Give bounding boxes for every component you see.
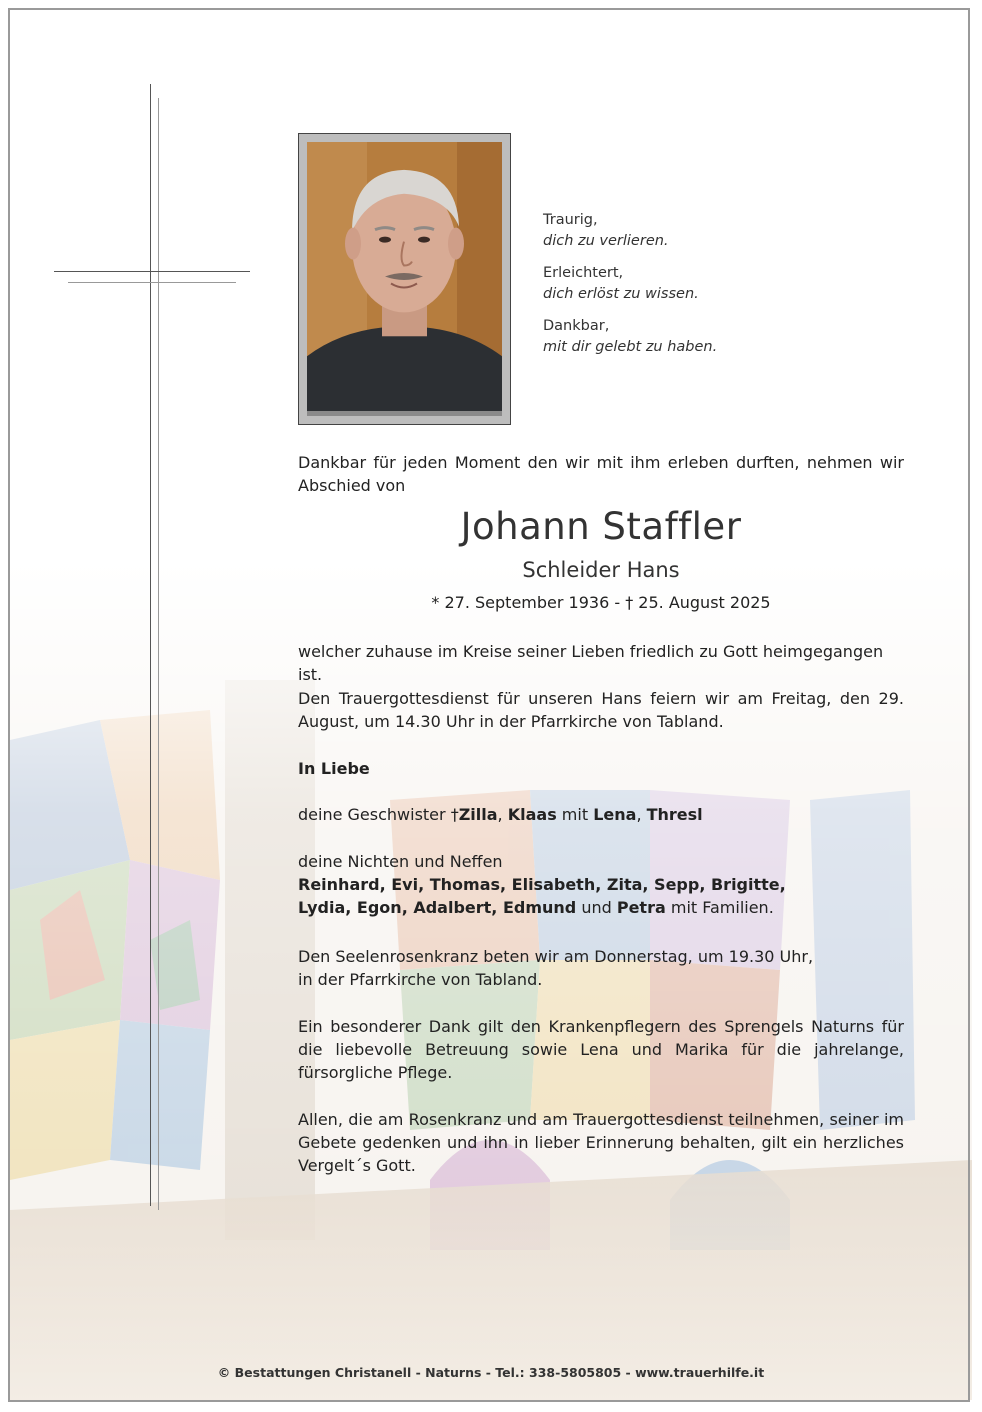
- cross-beam: [54, 271, 250, 272]
- deceased-mark: †: [450, 805, 459, 824]
- siblings-line: [298, 803, 904, 826]
- intro-text: Dankbar für jeden Moment den wir mit ihm erleben durften, nehmen wir Abschied von: [298, 453, 904, 495]
- poem-line: dich erlöst zu wissen.: [543, 286, 699, 302]
- poem: [543, 210, 883, 369]
- poem-line: dich zu verlieren.: [543, 233, 669, 249]
- passing-text: welcher zuhause im Kreise seiner Lieben friedlich zu Gott heimgegangen ist.: [298, 642, 884, 684]
- sibling-name: Thresl: [646, 805, 703, 824]
- poem-line: mit dir gelebt zu haben.: [543, 339, 718, 355]
- poem-stanza: [543, 210, 883, 252]
- poem-line: Dankbar,: [543, 318, 610, 334]
- connector: und: [576, 898, 617, 917]
- rosary-line: in der Pfarrkirche von Tabland.: [298, 970, 543, 989]
- in-love-heading: [298, 757, 904, 780]
- nieces-nephews-line2: [298, 896, 904, 919]
- separator: ,: [636, 805, 647, 824]
- separator: ,: [497, 805, 508, 824]
- poem-stanza: [543, 316, 883, 358]
- sibling-name: Klaas: [507, 805, 557, 824]
- deceased-name: Johann Staffler: [460, 505, 742, 548]
- sibling-name: Zilla: [458, 805, 498, 824]
- rosary-line: Den Seelenrosenkranz beten wir am Donnerstag, um 19.30 Uhr,: [298, 947, 814, 966]
- deceased-nickname: Schleider Hans: [522, 558, 680, 582]
- cross-icon: [150, 84, 151, 1206]
- closing-text: Allen, die am Rosenkranz und am Trauergottesdienst teilnehmen, seiner im Gebete gedenken und ihn in lieber Erinnerung behalten, gilt ein herzliches Vergelt´s Gott.: [298, 1110, 904, 1175]
- rosary-block: [298, 945, 904, 991]
- portrait-frame: [298, 133, 511, 425]
- nieces-nephews-block: [298, 850, 904, 919]
- poem-line: Traurig,: [543, 212, 598, 228]
- nieces-nephews-names: Lydia, Egon, Adalbert, Edmund: [298, 898, 577, 917]
- in-love-label: In Liebe: [298, 759, 370, 778]
- funeral-text: Den Trauergottesdienst für unseren Hans feiern wir am Freitag, den 29. August, um 14.30 Uhr in der Pfarrkirche von Tabland.: [298, 689, 904, 731]
- thanks-text: Ein besonderer Dank gilt den Krankenpflegern des Sprengels Naturns für die liebevolle Betreuung sowie Lena und Marika für die jahrelange, fürsorgliche Pflege.: [298, 1017, 904, 1082]
- sibling-name: Lena: [593, 805, 637, 824]
- portrait-photo: [307, 142, 502, 416]
- nieces-nephews-heading: deine Nichten und Neffen: [298, 852, 503, 871]
- poem-line: Erleichtert,: [543, 265, 624, 281]
- footer-credit: © Bestattungen Christanell - Naturns - Tel.: 338-5805805 - www.trauerhilfe.it: [217, 1365, 765, 1380]
- life-dates: * 27. September 1936 - † 25. August 2025: [431, 593, 771, 612]
- siblings-prefix: deine Geschwister: [298, 805, 451, 824]
- suffix: mit Familien.: [665, 898, 774, 917]
- nieces-nephews-name: Petra: [616, 898, 666, 917]
- cross-beam-shadow: [68, 282, 236, 283]
- cross-icon-shadow: [158, 98, 159, 1210]
- nieces-nephews-names: Reinhard, Evi, Thomas, Elisabeth, Zita, Sepp, Brigitte,: [298, 875, 786, 894]
- poem-stanza: [543, 263, 883, 305]
- connector: mit: [556, 805, 594, 824]
